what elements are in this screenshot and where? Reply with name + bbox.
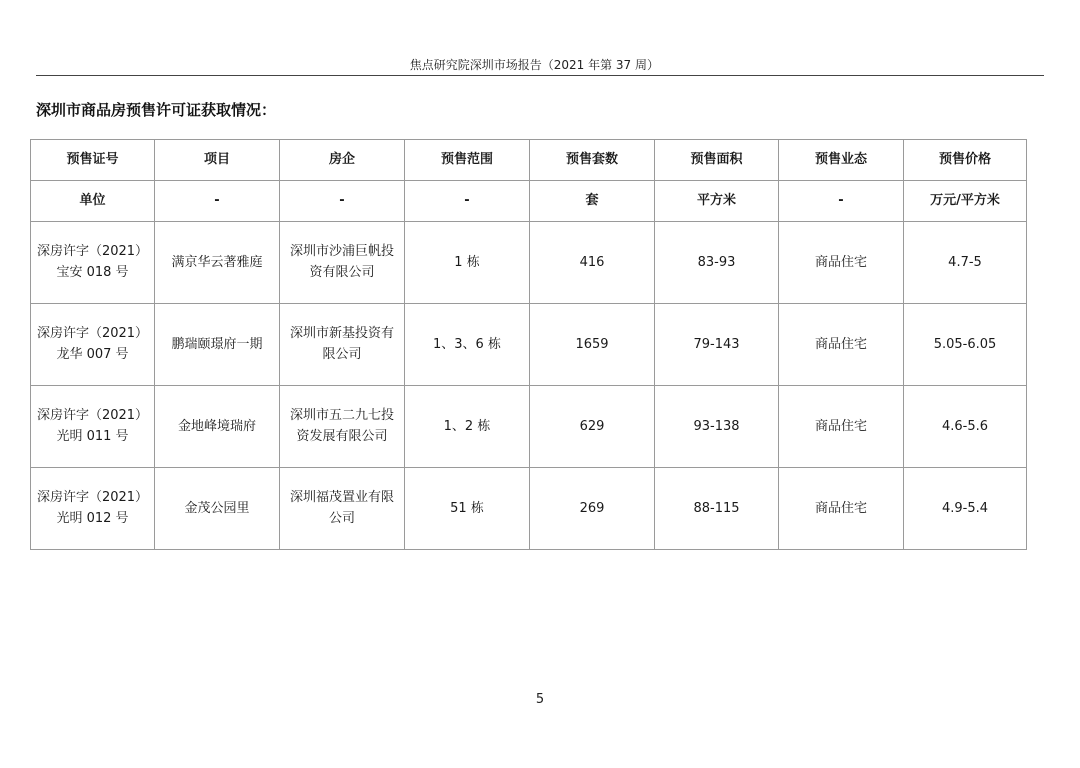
permit-line: 宝安 018 号 — [56, 265, 129, 280]
permit-line: 深房许字（2021） — [36, 490, 149, 505]
developer-cell — [280, 386, 405, 468]
developer-line: 资发展有限公司 — [296, 429, 388, 444]
column-header: 预售套数 — [530, 140, 655, 181]
unit-cell: 单位 — [31, 181, 155, 222]
permit-line: 深房许字（2021） — [36, 408, 149, 423]
permit-line: 光明 011 号 — [56, 429, 129, 444]
unit-cell: - — [155, 181, 280, 222]
developer-line: 资有限公司 — [309, 265, 375, 280]
column-header: 预售业态 — [779, 140, 904, 181]
unit-cell: - — [405, 181, 530, 222]
developer-cell — [280, 222, 405, 304]
table-row — [31, 468, 1027, 550]
developer-line: 深圳市沙浦巨帆投 — [289, 244, 394, 259]
developer-cell — [280, 304, 405, 386]
units-count-cell: 1659 — [530, 304, 655, 386]
table-row — [31, 386, 1027, 468]
units-count-cell: 629 — [530, 386, 655, 468]
type-cell: 商品住宅 — [779, 468, 904, 550]
price-cell: 4.9-5.4 — [904, 468, 1027, 550]
area-cell: 79-143 — [655, 304, 779, 386]
column-header: 预售证号 — [31, 140, 155, 181]
project-cell: 满京华云著雅庭 — [155, 222, 280, 304]
developer-line: 深圳市新基投资有 — [289, 326, 394, 341]
column-header: 预售价格 — [904, 140, 1027, 181]
table-row — [31, 304, 1027, 386]
scope-cell: 51 栋 — [405, 468, 530, 550]
column-header: 房企 — [280, 140, 405, 181]
permit-cell — [31, 304, 155, 386]
table-row — [31, 222, 1027, 304]
type-cell: 商品住宅 — [779, 386, 904, 468]
area-cell: 93-138 — [655, 386, 779, 468]
area-cell: 88-115 — [655, 468, 779, 550]
units-count-cell: 269 — [530, 468, 655, 550]
price-cell: 5.05-6.05 — [904, 304, 1027, 386]
developer-line: 限公司 — [322, 347, 362, 362]
unit-cell: - — [779, 181, 904, 222]
presale-permit-table — [30, 139, 1027, 550]
column-header: 预售面积 — [655, 140, 779, 181]
permit-cell — [31, 386, 155, 468]
price-cell: 4.7-5 — [904, 222, 1027, 304]
scope-cell: 1 栋 — [405, 222, 530, 304]
developer-line: 深圳福茂置业有限 — [289, 490, 394, 505]
unit-cell: 套 — [530, 181, 655, 222]
developer-line: 深圳市五二九七投 — [289, 408, 394, 423]
permit-line: 深房许字（2021） — [36, 326, 149, 341]
price-cell: 4.6-5.6 — [904, 386, 1027, 468]
developer-line: 公司 — [328, 511, 355, 526]
project-cell: 金茂公园里 — [155, 468, 280, 550]
unit-cell: 平方米 — [655, 181, 779, 222]
permit-cell — [31, 222, 155, 304]
column-header: 项目 — [155, 140, 280, 181]
permit-line: 龙华 007 号 — [56, 347, 129, 362]
section-title: 深圳市商品房预售许可证获取情况： — [36, 101, 277, 119]
header-rule — [36, 75, 1044, 76]
permit-line: 深房许字（2021） — [36, 244, 149, 259]
units-row — [31, 181, 1027, 222]
permit-line: 光明 012 号 — [56, 511, 129, 526]
project-cell: 金地峰境瑞府 — [155, 386, 280, 468]
running-header: 焦点研究院深圳市场报告（2021 年第 37 周） — [409, 58, 659, 72]
units-count-cell: 416 — [530, 222, 655, 304]
area-cell: 83-93 — [655, 222, 779, 304]
unit-cell: - — [280, 181, 405, 222]
type-cell: 商品住宅 — [779, 222, 904, 304]
scope-cell: 1、3、6 栋 — [405, 304, 530, 386]
unit-cell: 万元/平方米 — [904, 181, 1027, 222]
table-header-row — [31, 140, 1027, 181]
developer-cell — [280, 468, 405, 550]
column-header: 预售范围 — [405, 140, 530, 181]
scope-cell: 1、2 栋 — [405, 386, 530, 468]
permit-cell — [31, 468, 155, 550]
project-cell: 鹏瑞颐璟府一期 — [155, 304, 280, 386]
type-cell: 商品住宅 — [779, 304, 904, 386]
page-number: 5 — [535, 692, 545, 707]
